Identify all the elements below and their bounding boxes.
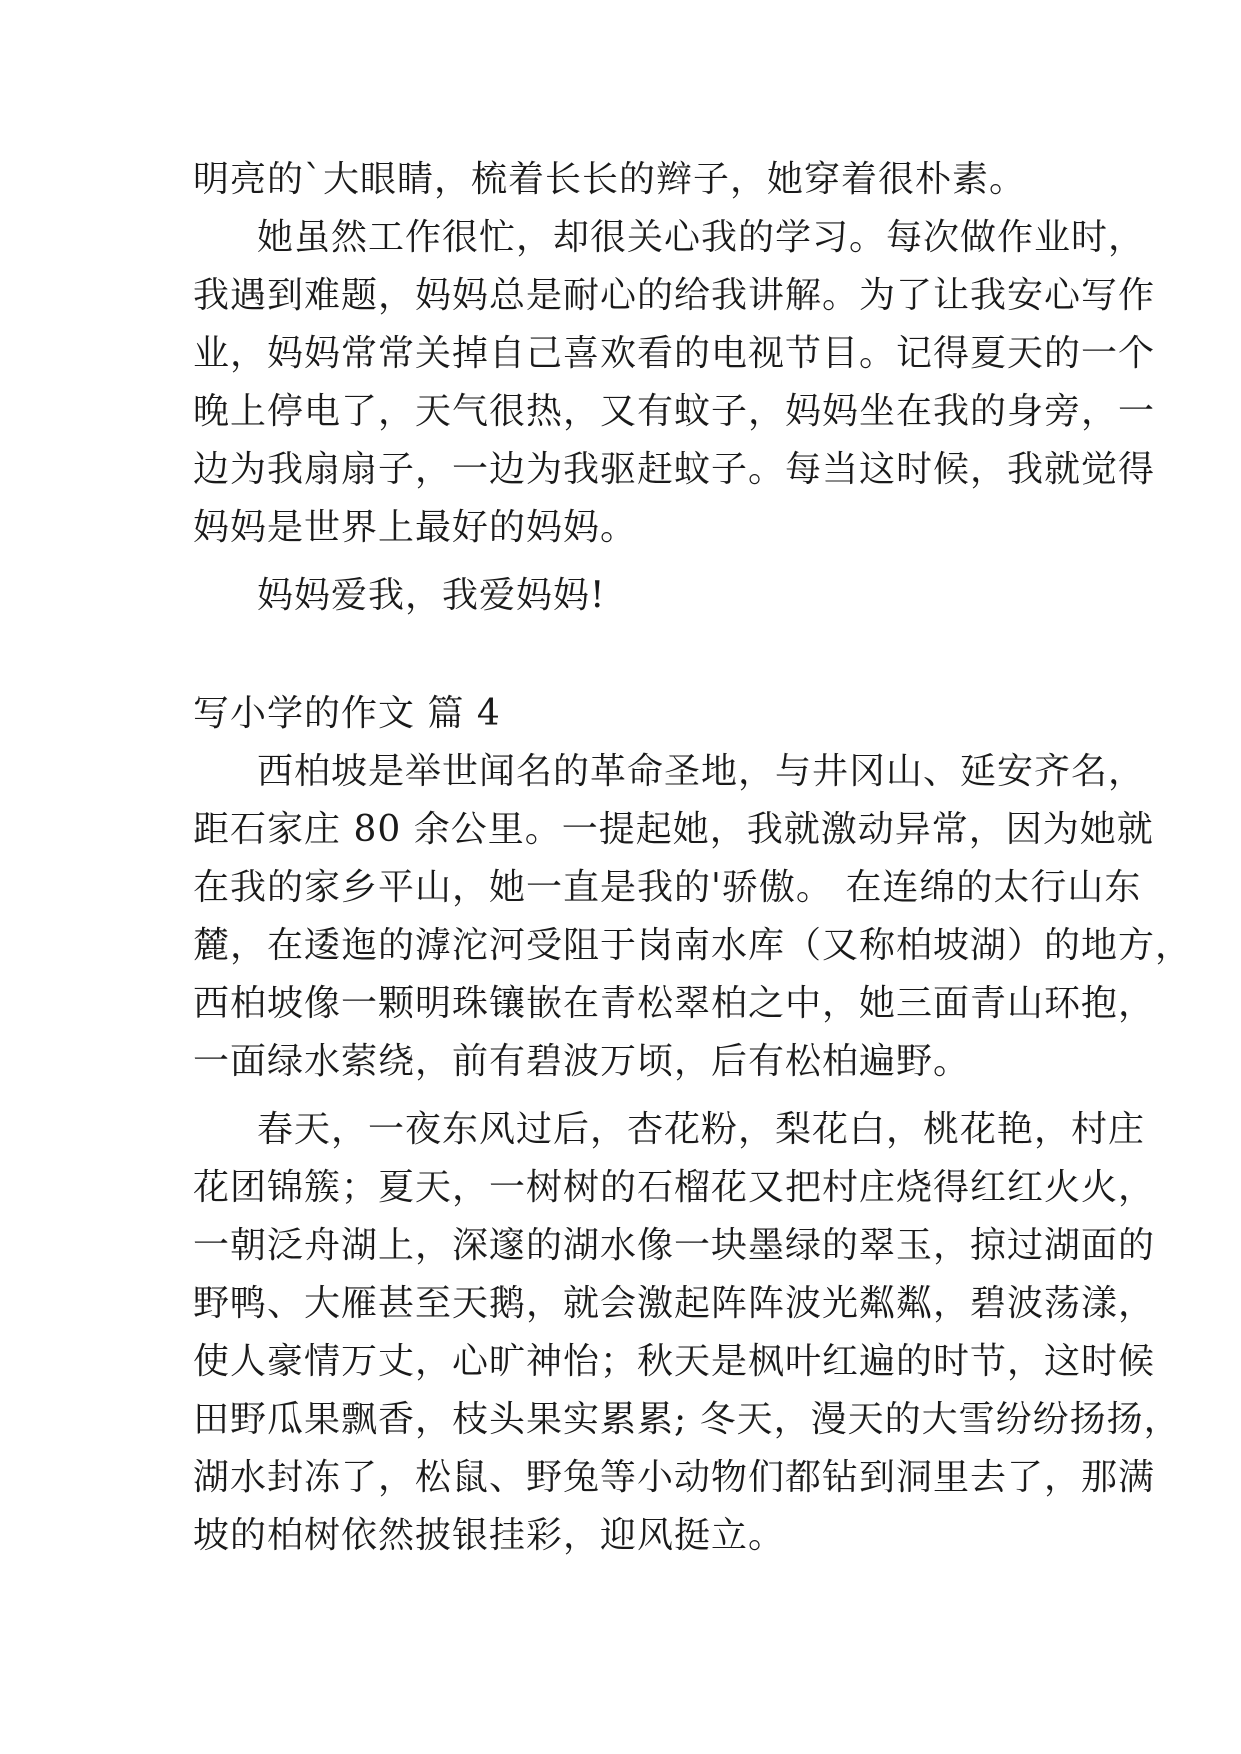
text-line: 晚上停电了，天气很热，又有蚊子，妈妈坐在我的身旁，一 [193,391,1156,432]
text-line: 我遇到难题，妈妈总是耐心的给我讲解。为了让我安心写作 [193,275,1156,316]
text-line: 湖水封冻了，松鼠、野兔等小动物们都钻到洞里去了，那满 [193,1457,1156,1498]
text-line: 西柏坡像一颗明珠镶嵌在青松翠柏之中，她三面青山环抱， [193,983,1156,1024]
paragraph-start-line: 春天，一夜东风过后，杏花粉，梨花白，桃花艳，村庄 [257,1109,1146,1150]
section-heading: 写小学的作文 篇 4 [193,693,501,734]
text-line: 距石家庄 80 余公里。一提起她，我就激动异常，因为她就 [193,809,1154,850]
paragraph-start-line: 西柏坡是举世闻名的革命圣地，与井冈山、延安齐名， [257,751,1146,792]
paragraph-start-line: 她虽然工作很忙，却很关心我的学习。每次做作业时， [257,217,1146,258]
text-line: 使人豪情万丈，心旷神怡；秋天是枫叶红遍的时节，这时候 [193,1341,1156,1382]
text-line: 明亮的`大眼睛，梳着长长的辫子，她穿着很朴素。 [193,159,1027,200]
text-line: 一面绿水萦绕，前有碧波万顷，后有松柏遍野。 [193,1041,971,1082]
text-line: 野鸭、大雁甚至天鹅，就会激起阵阵波光粼粼，碧波荡漾， [193,1283,1156,1324]
text-line: 花团锦簇；夏天，一树树的石榴花又把村庄烧得红红火火， [193,1167,1156,1208]
text-line: 业，妈妈常常关掉自己喜欢看的电视节目。记得夏天的一个 [193,333,1156,374]
paragraph-start-line: 妈妈爱我，我爱妈妈! [257,575,606,616]
text-line: 田野瓜果飘香，枝头果实累累; 冬天，漫天的大雪纷纷扬扬， [193,1399,1181,1440]
text-line: 在我的家乡平山，她一直是我的'骄傲。 在连绵的太行山东 [193,867,1142,908]
text-line: 坡的柏树依然披银挂彩，迎风挺立。 [193,1515,786,1556]
text-line: 一朝泛舟湖上，深邃的湖水像一块墨绿的翠玉，掠过湖面的 [193,1225,1156,1266]
text-line: 妈妈是世界上最好的妈妈。 [193,507,638,548]
text-line: 边为我扇扇子，一边为我驱赶蚊子。每当这时候，我就觉得 [193,449,1156,490]
text-line: 麓，在逶迤的滹沱河受阻于岗南水库（又称柏坡湖）的地方， [193,925,1193,966]
